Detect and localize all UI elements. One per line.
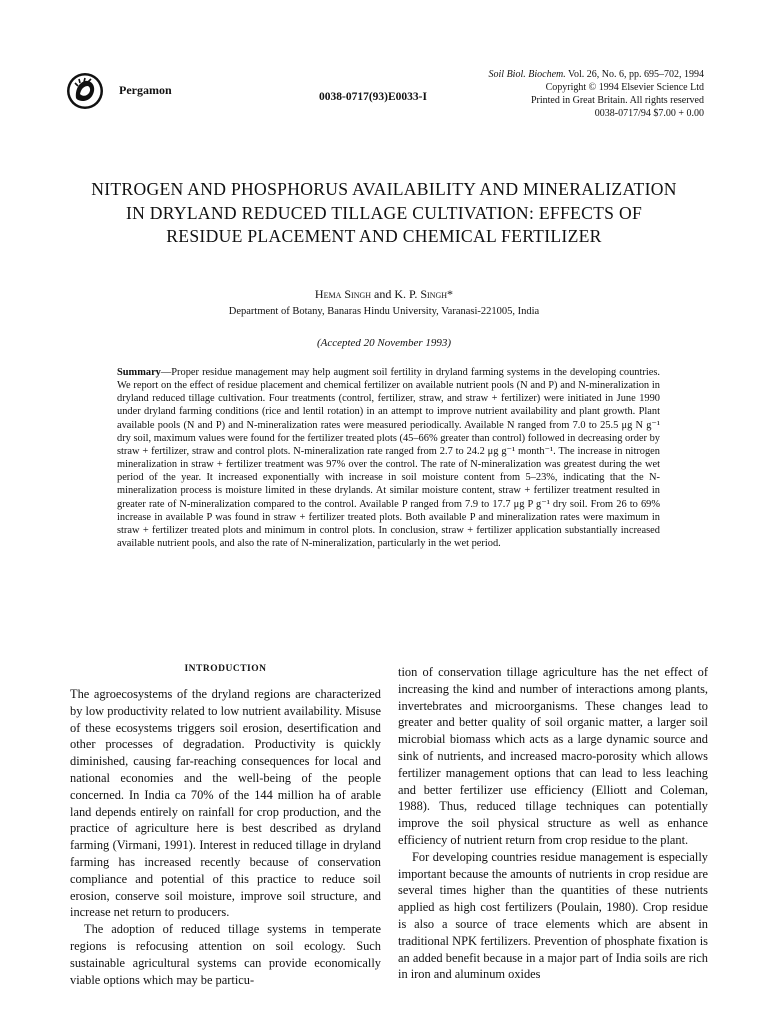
article-doi: 0038-0717(93)E0033-I — [319, 91, 427, 103]
author-join: and — [371, 287, 395, 301]
summary-label: Summary — [117, 367, 161, 378]
journal-volume: Vol. 26, No. 6, pp. 695–702, 1994 — [565, 69, 704, 80]
price-line: 0038-0717/94 $7.00 + 0.00 — [594, 108, 704, 119]
paragraph: tion of conservation tillage agriculture has the net effect of increasing the kind and number of interactions among plants, invertebrates and microorganisms. These changes lead to greater and better quality of soil organic matter, a larger soil microbial biomass which acts as a large dynamic source and sink of nutrients, and increased macro-porosity which allows fertilizer management options that can lead to less leaching and better fertilizer use efficiency (Elliott and Coleman, 1988). Thus, reduced tillage techniques can potentially improve the soil physical structure as well as enhance efficiency of nutrient return from crop residue to the plant. — [398, 665, 708, 847]
body-column-right — [398, 664, 708, 983]
pergamon-logo-svg — [66, 72, 104, 110]
body-column-left — [70, 686, 381, 988]
paragraph: For developing countries residue management is especially important because the amounts of nutrients in crop residue are several times higher than the quantities of these nutrients applied as high cost fertilizers (Poulain, 1980). Crop residue is also a source of trace elements which are absent in traditional NPK fertilizers. Prevention of phosphate fixation is an added benefit because in a major part of India soils are rich in iron and aluminum oxides — [398, 849, 708, 982]
printed-line: Printed in Great Britain. All rights reserved — [530, 95, 704, 106]
publisher-name: Pergamon — [119, 83, 172, 97]
affiliation: Department of Botany, Banaras Hindu University, Varanasi-221005, India — [228, 306, 540, 317]
section-heading-introduction: INTRODUCTION — [184, 664, 267, 674]
authors — [0, 287, 768, 302]
summary-abstract — [117, 366, 660, 550]
journal-citation — [489, 68, 704, 81]
summary-text: —Proper residue management may help augment soil fertility in dryland farming systems in the developing countries. We report on the effect of residue placement and chemical fertilizer on available nutrient pools (N and P) and N-mineralization in dryland reduced tillage cultivation. Four treatments (control, fertilizer, straw, and straw + fertilizer) were initiated in June 1990 under dryland farming conditions (rice and lentil rotation) in an attempt to improve nutrient availability and plant growth. Plant available pools (N and P) and N-mineralization rates were measured periodically. Available N ranged from 7.0 to 25.5 μg N g⁻¹ dry soil, maximum values were found for the fertilizer treated plots (45–66% greater than control) followed in decreasing order by straw + fertilizer, straw and control plots. N-mineralization rate ranged from 2.7 to 24.2 μg g⁻¹ month⁻¹. The increase in nitrogen mineralization in straw + fertilizer treatment was 97% over the control. The rate of N-mineralization was greatest during the wet period of the year. It increased exponentially with increase in soil moisture content from 5–23%, indicating that the N-mineralization process is moisture limited in these drylands. At similar moisture content, straw + fertilizer treatment resulted in greater rate of N-mineralization compared to the control. Available P ranged from 7.9 to 17.7 μg P g⁻¹ dry soil. From 26 to 69% increase in available P was found in straw + fertilizer treated plots. Both available P and mineralization rates were maximum in straw + fertilizer treated plots and minimum in control plots. In conclusion, straw + fertilizer application substantially increased available nutrient pools, and also the rate of N-mineralization, particularly in the wet period. — [117, 367, 660, 550]
author-1: Hema Singh — [314, 287, 372, 301]
copyright-line: Copyright © 1994 Elsevier Science Ltd — [545, 82, 704, 93]
pergamon-logo-icon — [66, 72, 104, 110]
article-title: NITROGEN AND PHOSPHORUS AVAILABILITY AND MINERALIZATION IN DRYLAND REDUCED TILLAGE CULTIVATION: EFFECTS OF RESIDUE PLACEMENT AND CHEMICAL FERTILIZER — [91, 179, 677, 246]
accepted-date: (Accepted 20 November 1993) — [316, 337, 452, 349]
journal-info — [489, 68, 704, 120]
author-2: K. P. Singh* — [394, 287, 454, 301]
journal-name: Soil Biol. Biochem. — [488, 69, 566, 80]
paragraph: The adoption of reduced tillage systems in temperate regions is refocusing attention on soil ecology. Such sustainable agricultural systems can provide economically viable options which may be particu- — [70, 922, 381, 987]
paragraph: The agroecosystems of the dryland regions are characterized by low productivity related to low nutrient availability. Misuse of these ecosystems triggers soil erosion, desertification and other processes of degradation. Productivity is quickly diminished, causing far-reaching consequences for local and national economies and the well-being of the people concerned. In India ca 70% of the 144 million ha of arable land depends entirely on rainfall for crop production, and the practice of agriculture here is best described as dryland farming (Virmani, 1991). Interest in reduced tillage in dryland farming has increased recently because of conservation compliance and potential of this practice to reduce soil erosion, conserve soil moisture, improve soil structure, and increase net return to producers. — [70, 687, 381, 920]
